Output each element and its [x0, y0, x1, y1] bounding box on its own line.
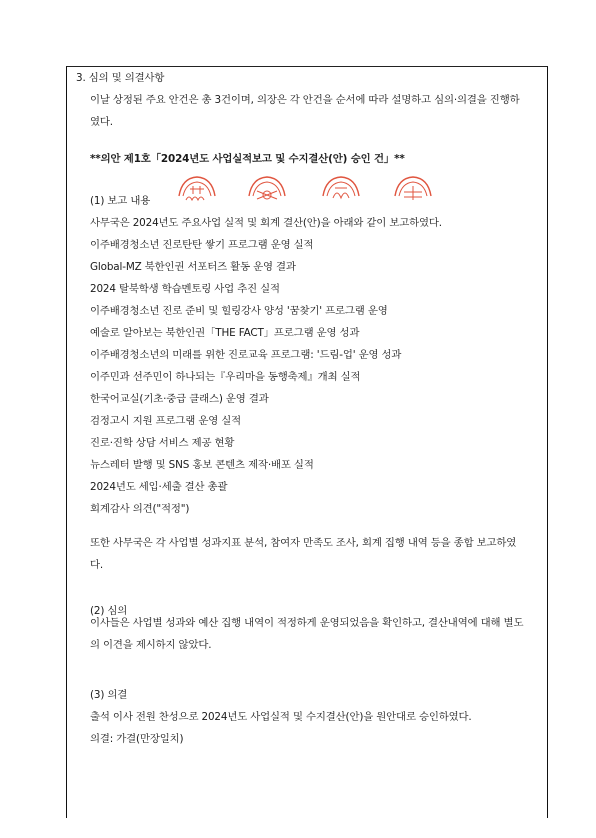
report-list-item: 이주배경청소년 진로탄탄 쌓기 프로그램 운영 실적	[90, 239, 314, 251]
section-heading: 3. 심의 및 의결사항	[76, 72, 165, 84]
resolution-result: 의결: 가결(만장일치)	[90, 733, 184, 745]
section-intro: 이날 상정된 주요 안건은 총 3건이며, 의장은 각 안건을 순서에 따라 설명하고 심의·의결을 진행하였다.	[90, 94, 520, 128]
seal-stamp-icon	[392, 174, 434, 206]
report-list-item: 2024년도 세입·세출 결산 총괄	[90, 481, 228, 493]
seal-stamp-icon	[246, 174, 288, 206]
report-list-item: 이주민과 선주민이 하나되는『우리마을 동행축제』개최 실적	[90, 371, 361, 383]
report-list-item: 한국어교실(기초·중급 클래스) 운영 결과	[90, 393, 269, 405]
report-list-item: 이주배경청소년 진로 준비 및 힐링강사 양성 '꿈찾기' 프로그램 운영	[90, 305, 388, 317]
report-list-item: 회계감사 의견("적정")	[90, 503, 190, 515]
report-list-item: Global-MZ 북한인권 서포터즈 활동 운영 결과	[90, 261, 296, 273]
review-heading: (2) 심의	[90, 605, 128, 617]
report-heading: (1) 보고 내용	[90, 195, 151, 207]
report-list-item: 뉴스레터 발행 및 SNS 홍보 콘텐츠 제작·배포 실적	[90, 459, 314, 471]
report-list-item: 검정고시 지원 프로그램 운영 실적	[90, 415, 242, 427]
resolution-body: 출석 이사 전원 찬성으로 2024년도 사업실적 및 수지결산(안)을 원안대로 승인하였다.	[90, 711, 472, 723]
seal-stamp-icon	[320, 174, 362, 206]
agenda-title: **의안 제1호「2024년도 사업실적보고 및 수지결산(안) 승인 건」**	[90, 153, 405, 165]
report-lead: 사무국은 2024년도 주요사업 실적 및 회계 결산(안)을 아래와 같이 보고하였다.	[90, 217, 442, 229]
report-list-item: 예술로 알아보는 북한인권「THE FACT」프로그램 운영 성과	[90, 327, 360, 339]
report-list-item: 이주배경청소년의 미래를 위한 진로교육 프로그램: '드림-업' 운영 성과	[90, 349, 402, 361]
report-list-item: 2024 탈북학생 학습멘토링 사업 추진 실적	[90, 283, 280, 295]
report-list-item: 진로·진학 상담 서비스 제공 현황	[90, 437, 235, 449]
seal-stamp-icon	[176, 174, 218, 206]
resolution-heading: (3) 의결	[90, 689, 128, 701]
review-body: 이사들은 사업별 성과와 예산 집행 내역이 적정하게 운영되었음을 확인하고, 결산내역에 대해 별도의 이견을 제시하지 않았다.	[90, 617, 524, 651]
seal-stamps	[172, 174, 462, 212]
report-closing: 또한 사무국은 각 사업별 성과지표 분석, 참여자 만족도 조사, 회계 집행 내역 등을 종합 보고하였다.	[90, 537, 517, 571]
